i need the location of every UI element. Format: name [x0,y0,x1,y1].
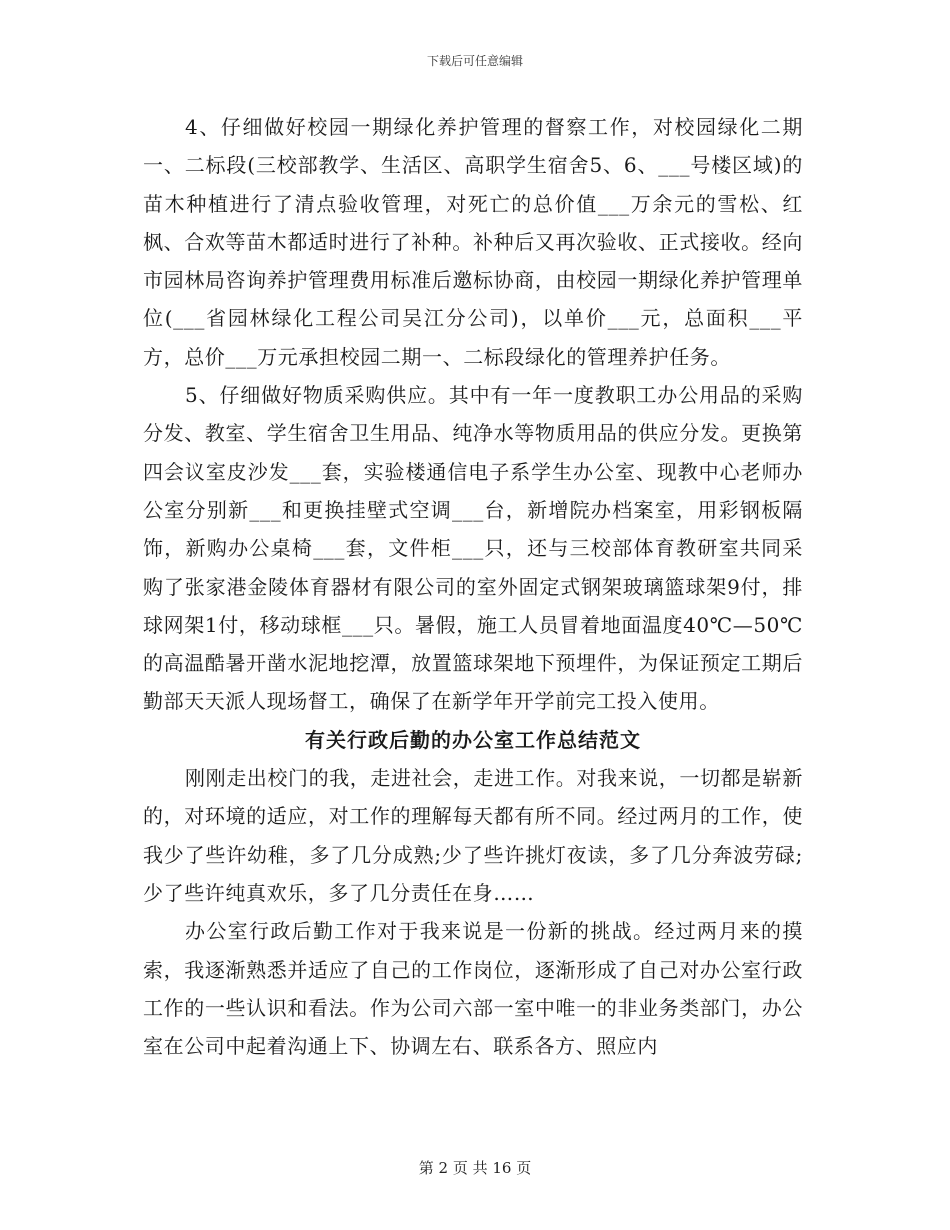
page-footer: 第 2 页 共 16 页 [418,1159,532,1177]
paragraph-office-work: 办公室行政后勤工作对于我来说是一份新的挑战。经过两月来的摸索，我逐渐熟悉并适应了自己的工作岗位，逐渐形成了自己对办公室行政工作的一些认识和看法。作为公司六部一室中唯一的非业务类部门，办公室在公司中起着沟通上下、协调左右、联系各方、照应内 [143,919,803,1059]
paragraph-item-4: 4、仔细做好校园一期绿化养护管理的督察工作，对校园绿化二期一、二标段(三校部教学、生活区、高职学生宿舍5、6、___号楼区域)的苗木种植进行了清点验收管理，对死亡的总价值___万余元的雪松、红枫、合欢等苗木都适时进行了补种。补种后又再次验收、正式接收。经向市园林局咨询养护管理费用标准后邀标协商，由校园一期绿化养护管理单位(___省园林绿化工程公司吴江分公司)，以单价___元，总面积___平方，总价___万元承担校园二期一、二标段绿化的管理养护任务。 [143,115,803,369]
page-header: 下载后可任意编辑 [426,54,523,68]
paragraph-item-5: 5、仔细做好物质采购供应。其中有一年一度教职工办公用品的采购分发、教室、学生宿舍卫生用品、纯净水等物质用品的供应分发。更换第四会议室皮沙发___套，实验楼通信电子系学生办公室、现教中心老师办公室分别新___和更换挂壁式空调___台，新增院办档案室，用彩钢板隔饰，新购办公桌椅___套，文件柜___只，还与三校部体育教研室共同采购了张家港金陵体育器材有限公司的室外固定式钢架玻璃篮球架9付，排球网架1付，移动球框___只。暑假，施工人员冒着地面温度40℃—50℃的高温酷暑开凿水泥地挖潭，放置篮球架地下预埋件，为保证预定工期后勤部天天派人现场督工，确保了在新学年开学前完工投入使用。 [143,383,803,714]
document-body [143,108,803,1065]
article-title: 有关行政后勤的办公室工作总结范文 [305,727,641,752]
paragraph-intro: 刚刚走出校门的我，走进社会，走进工作。对我来说，一切都是崭新的，对环境的适应，对工作的理解每天都有所不同。经过两月的工作，使我少了些许幼稚，多了几分成熟;少了些许挑灯夜读，多了几分奔波劳碌;少了些许纯真欢乐，多了几分责任在身…… [143,766,803,905]
